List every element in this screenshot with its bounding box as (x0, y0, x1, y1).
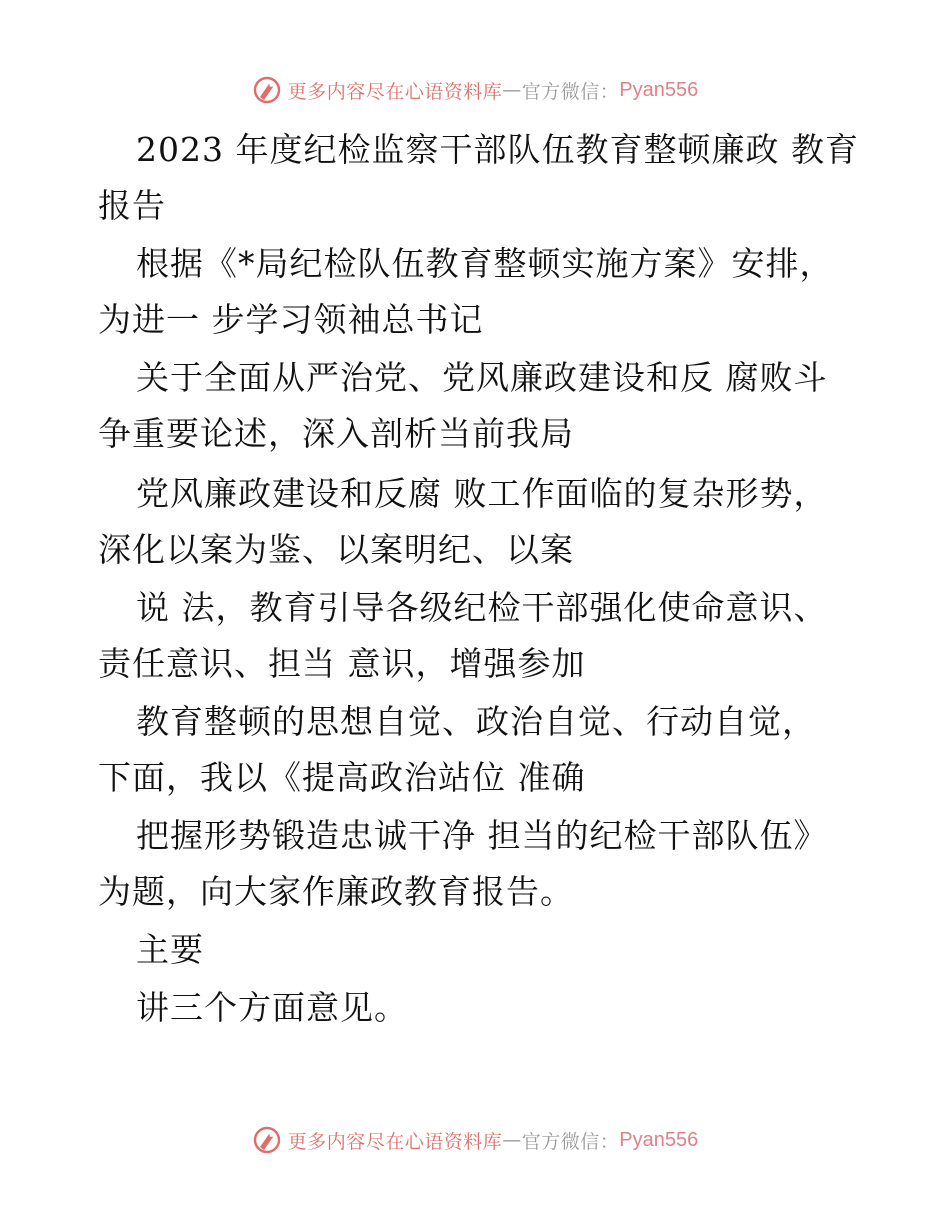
watermark-site-text: 更多内容尽在心语资料库 (287, 1130, 503, 1153)
pen-nib-circle-icon (252, 75, 282, 105)
paragraph-line: 党风廉政建设和反腐 败工作面临的复杂形势， (136, 474, 828, 513)
paragraph-line: 为进一 步学习领袖总书记 (98, 300, 484, 339)
paragraph-line: 说 法，教育引导各级纪检干部强化使命意识、 (136, 588, 828, 627)
paragraph-line: 争重要论述，深入剖析当前我局 (98, 414, 574, 453)
paragraph-line: 讲三个方面意见。 (136, 988, 408, 1027)
watermark-wechat-id: Pyan556 (619, 78, 699, 101)
document-title-line: 报告 (98, 186, 166, 225)
paragraph-line: 把握形势锻造忠诚干净 担当的纪检干部队伍》 (136, 816, 828, 855)
document-title-line: 2023 年度纪检监察干部队伍教育整顿廉政 教育 (136, 130, 859, 169)
watermark-official-text: 官方微信： (521, 80, 620, 103)
watermark-official-text: 官方微信： (521, 1130, 620, 1153)
paragraph-line: 责任意识、担当 意识，增强参加 (98, 644, 586, 683)
paragraph-line: 根据《*局纪检队伍教育整顿实施方案》安排， (136, 244, 834, 283)
watermark-dash: — (502, 79, 522, 101)
paragraph-line: 关于全面从严治党、党风廉政建设和反 腐败斗 (136, 358, 828, 397)
paragraph-line: 主要 (136, 930, 204, 969)
paragraph-line: 深化以案为鉴、以案明纪、以案 (98, 530, 574, 569)
watermark-site-text: 更多内容尽在心语资料库 (287, 80, 503, 103)
footer-watermark (0, 1122, 950, 1158)
paragraph-line: 下面，我以《提高政治站位 准确 (98, 758, 586, 797)
paragraph-line: 教育整顿的思想自觉、政治自觉、行动自觉， (136, 702, 816, 741)
paragraph-line: 为题，向大家作廉政教育报告。 (98, 872, 574, 911)
header-watermark (0, 72, 950, 108)
watermark-dash: — (502, 1129, 522, 1151)
watermark-wechat-id: Pyan556 (619, 1128, 699, 1151)
pen-nib-circle-icon (252, 1125, 282, 1155)
